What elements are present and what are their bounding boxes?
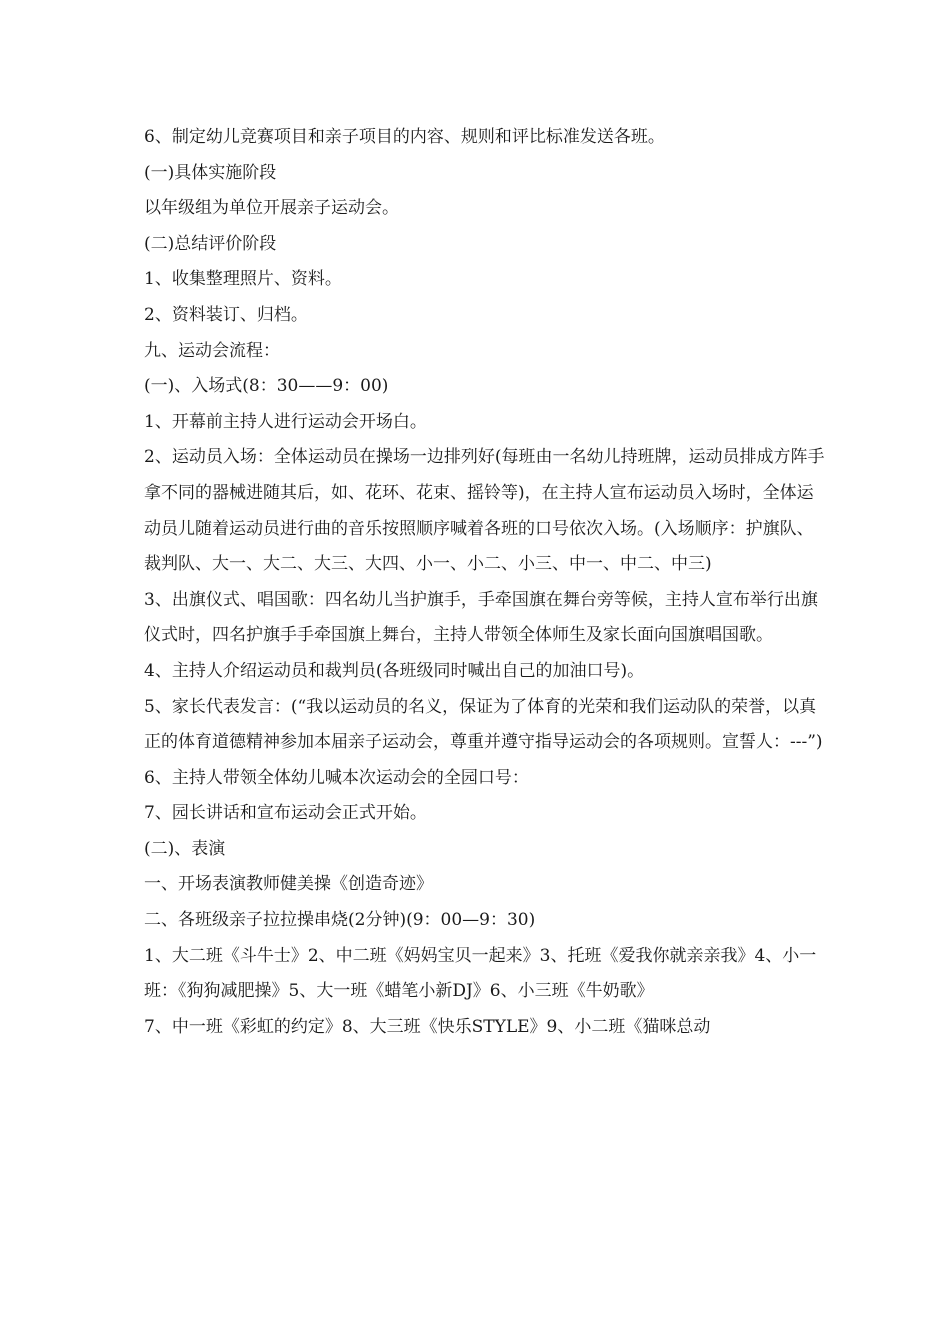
paragraph-class-list-1: 1、大二班《斗牛士》2、中二班《妈妈宝贝一起来》3、托班《爱我你就亲亲我》4、小一班：《狗狗减肥操》5、大一班《蜡笔小新DJ》6、小三班《牛奶歌》 (144, 945, 817, 1002)
paragraph-summary-2: 2、资料装订、归档。 (144, 304, 308, 325)
paragraph-entrance-7: 7、园长讲话和宣布运动会正式开始。 (144, 803, 427, 824)
paragraph-summary-1: 1、收集整理照片、资料。 (144, 269, 342, 290)
paragraph-entrance-1: 1、开幕前主持人进行运动会开场白。 (144, 411, 427, 432)
paragraph-entrance-4: 4、主持人介绍运动员和裁判员(各班级同时喊出自己的加油口号)。 (144, 660, 645, 681)
paragraph-class-list-2: 7、中一班《彩虹的约定》8、大三班《快乐STYLE》9、小二班《猫咪总动 (144, 1016, 711, 1037)
paragraph-entrance-6: 6、主持人带领全体幼儿喊本次运动会的全园口号： (144, 767, 529, 788)
paragraph-entrance-5: 5、家长代表发言：(“我以运动员的名义，保证为了体育的光荣和我们运动队的荣誉，以真正的体育道德精神参加本届亲子运动会，尊重并遵守指导运动会的各项规则。宣誓人：---”) (144, 696, 823, 753)
document-body (144, 120, 826, 1045)
paragraph-task-6: 6、制定幼儿竞赛项目和亲子项目的内容、规则和评比标准发送各班。 (144, 127, 665, 147)
paragraph-performance-2: 二、各班级亲子拉拉操串烧(2分钟)(9：00—9：30) (144, 910, 536, 931)
paragraph-entrance-2: 2、运动员入场：全体运动员在操场一边排列好(每班由一名幼儿持班牌，运动员排成方阵手拿不同的器械进随其后，如、花环、花束、摇铃等)，在主持人宣布运动员入场时，全体运动员儿随着运动员进行曲的音乐按照顺序喊着各班的口号依次入场。(入场顺序：护旗队、裁判队、大一、大二、大三、大四、小一、小二、小三、中一、中二、中三) (144, 447, 825, 575)
heading-sports-day-process: 九、运动会流程： (144, 340, 280, 361)
paragraph-entrance-3: 3、出旗仪式、唱国歌：四名幼儿当护旗手，手牵国旗在舞台旁等候，主持人宣布举行出旗仪式时，四名护旗手手牵国旗上舞台，主持人带领全体师生及家长面向国旗唱国歌。 (144, 589, 818, 646)
heading-performance: (二)、表演 (144, 838, 226, 859)
heading-summary-stage: (二)总结评价阶段 (144, 233, 277, 254)
paragraph-performance-1: 一、开场表演教师健美操《创造奇迹》 (144, 874, 433, 895)
heading-entrance-ceremony: (一)、入场式(8：30——9：00) (144, 376, 389, 397)
paragraph-implementation: 以年级组为单位开展亲子运动会。 (144, 198, 399, 219)
heading-implementation-stage: (一)具体实施阶段 (144, 162, 277, 183)
